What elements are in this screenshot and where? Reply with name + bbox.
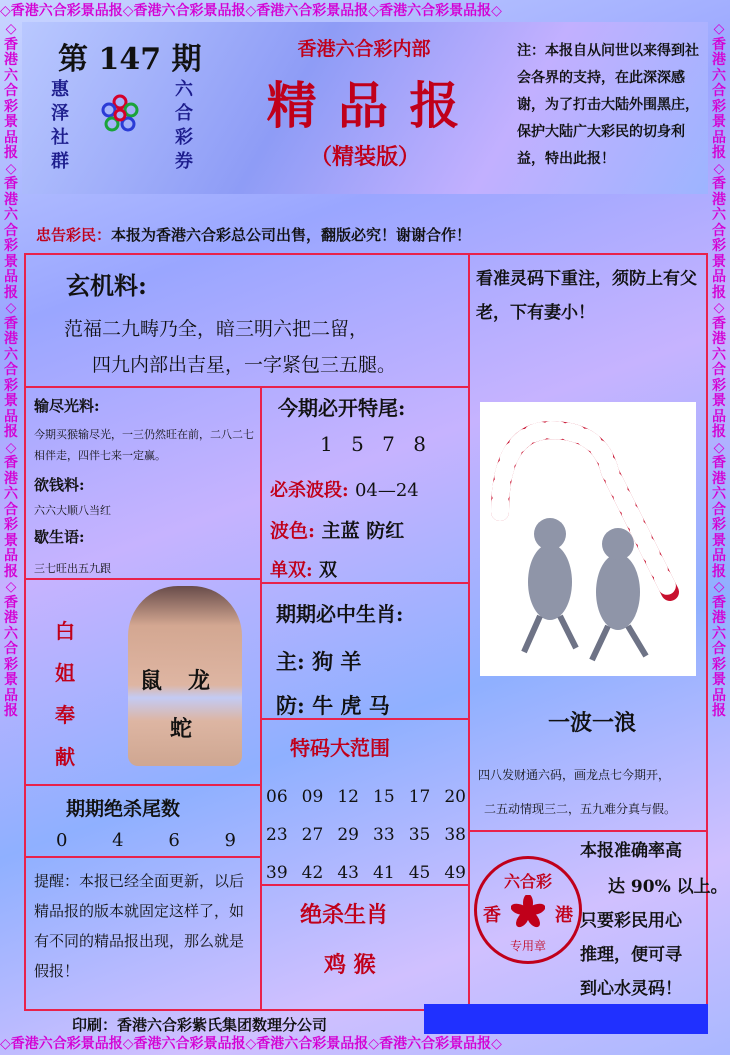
danshuang-value: 双 bbox=[318, 560, 337, 581]
danshuang-line bbox=[270, 556, 337, 582]
seal-left-text: 香 bbox=[483, 905, 501, 926]
bose-label: 波色: bbox=[270, 520, 316, 542]
accuracy-line-3: 只要彩民用心 bbox=[580, 911, 682, 931]
warning-text: 本报为香港六合彩总公司出售，翻版必究！谢谢合作！ bbox=[111, 226, 472, 244]
fanwei-title: 特码大范围 bbox=[290, 736, 390, 760]
xiesheng-title: 歇生语: bbox=[34, 528, 85, 546]
shengxiao-fang-value: 牛 虎 马 bbox=[312, 693, 390, 718]
warning-label: 忠告彩民： bbox=[36, 226, 112, 244]
frame-rule bbox=[26, 784, 261, 786]
xiesheng-text: 三七旺出五九跟 bbox=[34, 562, 111, 575]
frame-rule bbox=[26, 856, 261, 858]
shengxiao-main-value: 狗 羊 bbox=[312, 649, 362, 674]
tewei-numbers: 1 5 7 8 bbox=[320, 432, 432, 456]
page-title: 精 品 报 bbox=[266, 76, 462, 135]
frame-rule bbox=[262, 582, 468, 584]
yibo-title: 一波一浪 bbox=[548, 710, 637, 736]
right-vertical-text: 六 合 彩 券 bbox=[175, 79, 193, 172]
accuracy-line-4: 推理，便可寻 bbox=[580, 945, 682, 965]
fanwei-grid bbox=[266, 778, 466, 892]
photo-overlay-1: 鼠 bbox=[140, 668, 163, 694]
bauhinia-icon bbox=[511, 895, 545, 929]
reminder-text: 提醒：本报已经全面更新，以后精品报的版本就固定这样了，如有不同的精品报出现，那么就是假报！ bbox=[34, 872, 245, 980]
seal-right-text: 港 bbox=[555, 905, 573, 926]
frame-divider-right bbox=[468, 254, 470, 1010]
left-vertical-text: 惠 泽 社 群 bbox=[51, 79, 69, 172]
shengxiao-fang-label: 防: bbox=[276, 693, 305, 718]
lottery-logo-icon bbox=[100, 94, 140, 134]
fanwei-row: 23 27 29 33 35 38 bbox=[266, 825, 466, 845]
org-name: 香港六合彩内部 bbox=[297, 38, 431, 60]
frame-rule bbox=[26, 386, 468, 388]
yuqian-text: 六六大顺八当红 bbox=[34, 504, 111, 517]
left-border-text: ◇香港六合彩景品报◇香港六合彩景品报◇香港六合彩景品报◇香港六合彩景品报◇香港六合彩景品报 bbox=[4, 22, 18, 719]
fanwei-row: 39 42 43 41 45 49 bbox=[266, 863, 466, 883]
shengxiao-main bbox=[276, 646, 361, 676]
shengxiao-title: 期期必中生肖: bbox=[276, 602, 404, 626]
seal-bottom-text: 专用章 bbox=[509, 939, 546, 953]
fanwei-row: 06 09 12 15 17 20 bbox=[266, 787, 466, 807]
right-border-text: ◇香港六合彩景品报◇香港六合彩景品报◇香港六合彩景品报◇香港六合彩景品报◇香港六合彩景品报 bbox=[712, 22, 726, 719]
accuracy-line-1: 本报准确率高 bbox=[580, 841, 682, 861]
accuracy-line-5: 到心水灵码！ bbox=[580, 979, 682, 999]
yuqian-title: 欲钱料: bbox=[34, 476, 85, 494]
printer-line: 印刷：香港六合彩紫氏集团数理分公司 bbox=[72, 1016, 328, 1034]
bosha-value: 04—24 bbox=[354, 480, 419, 501]
weishu-title: 期期绝杀尾数 bbox=[66, 798, 181, 820]
official-seal bbox=[474, 856, 582, 964]
bose-value: 主蓝 防红 bbox=[321, 520, 405, 542]
jueshao-value: 鸡 猴 bbox=[324, 952, 376, 978]
yibo-line-1: 四八发财通六码，画龙点七今期开， bbox=[478, 768, 671, 782]
bose-line bbox=[270, 516, 404, 543]
bottom-border-text: ◇香港六合彩景品报◇香港六合彩景品报◇香港六合彩景品报◇香港六合彩景品报◇ bbox=[0, 1036, 502, 1052]
shuijin-title: 输尽光料: bbox=[34, 397, 100, 415]
weishu-numbers: 0 4 6 9 bbox=[56, 830, 236, 851]
shuijin-text: 今期买猴输尽光，一三仍然旺在前，二八二七相伴走，四伴七来一定赢。 bbox=[34, 428, 254, 462]
frame-rule bbox=[26, 578, 261, 580]
yibo-line-2: 二五动情现三二，五九难分真与假。 bbox=[484, 802, 677, 816]
header-note: 注：本报自从问世以来得到社会各界的支持，在此深深感谢，为了打击大陆外围黑庄，保护大陆广大彩民的切身利益，特出此报！ bbox=[517, 43, 699, 167]
photo-overlay-3: 蛇 bbox=[170, 716, 193, 742]
mice-illustration bbox=[480, 402, 696, 676]
shengxiao-main-label: 主: bbox=[276, 649, 305, 674]
seal-top-text: 六合彩 bbox=[503, 872, 552, 891]
xuanji-title: 玄机料: bbox=[66, 271, 147, 300]
top-right-note: 看准灵码下重注，须防上有父老，下有妻小！ bbox=[476, 269, 697, 323]
issue-number: 第 147 期 bbox=[58, 42, 202, 77]
shengxiao-fang bbox=[276, 690, 390, 720]
xuanji-line-2: 四九内部出吉星，一字紧包三五腿。 bbox=[92, 354, 397, 376]
photo-overlay-2: 龙 bbox=[188, 668, 211, 694]
accuracy-line-2: 达 90% 以上。 bbox=[608, 877, 728, 897]
frame-rule bbox=[470, 830, 707, 832]
top-border-text: ◇香港六合彩景品报◇香港六合彩景品报◇香港六合彩景品报◇香港六合彩景品报◇ bbox=[0, 3, 502, 19]
page-subtitle: （精装版） bbox=[309, 144, 420, 170]
footer-blue-bar bbox=[424, 1004, 708, 1034]
warning-line bbox=[36, 224, 471, 245]
jueshao-title: 绝杀生肖 bbox=[300, 902, 389, 928]
xuanji-line-1: 范福二九畴乃全，暗三明六把二留， bbox=[64, 318, 369, 340]
frame-divider-left bbox=[260, 386, 262, 1010]
baijie-vertical-text: 白 姐 奉 献 bbox=[55, 619, 75, 769]
danshuang-label: 单双: bbox=[270, 560, 313, 581]
bosha-label: 必杀波段: bbox=[270, 480, 349, 501]
bosha-line bbox=[270, 476, 419, 502]
tewei-title: 今期必开特尾: bbox=[278, 396, 406, 420]
